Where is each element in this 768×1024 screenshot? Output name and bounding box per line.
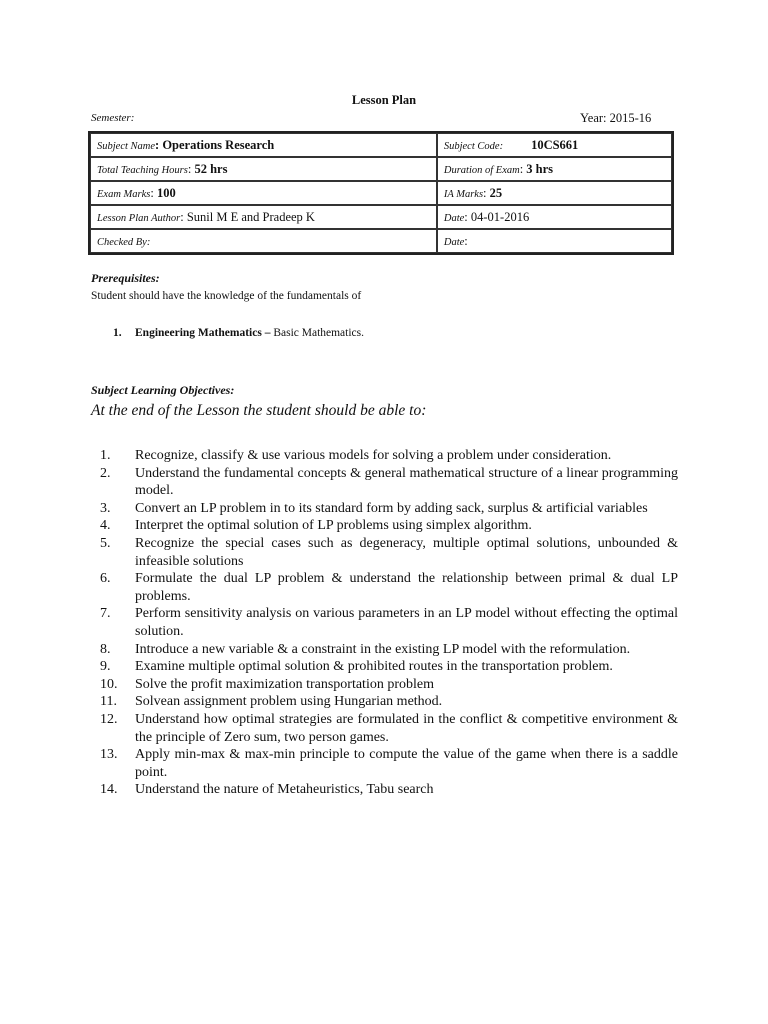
prerequisite-number: 1. (113, 327, 122, 339)
date-label: Date (443, 212, 465, 224)
table-row (90, 133, 672, 157)
objective-number: 7. (100, 606, 111, 622)
year-text: Year: 2015-16 (580, 111, 652, 125)
list-item (100, 500, 678, 518)
objective-text: Introduce a new variable & a constraint in the existing LP model with the reformulation. (135, 641, 631, 657)
prerequisites-heading: Prerequisites: (91, 271, 160, 285)
objective-text: Apply min-max & max-min principle to compute the value of the game when there is a saddle point. (135, 747, 678, 780)
list-item (100, 676, 678, 694)
objective-text: Convert an LP problem in to its standard form by adding sack, surplus & artificial variables (135, 500, 648, 516)
objective-number: 10. (100, 676, 118, 692)
list-item (100, 517, 678, 535)
teaching-hours-value: 52 hrs (194, 161, 228, 176)
objective-number: 8. (100, 641, 111, 657)
objective-number: 5. (100, 535, 111, 551)
subject-name-value: Operations Research (162, 137, 275, 152)
table-row (90, 229, 672, 253)
document-title: Lesson Plan (351, 93, 417, 107)
objective-text: Interpret the optimal solution of LP problems using simplex algorithm. (135, 518, 532, 534)
list-item (100, 746, 678, 781)
date-value: 04-01-2016 (470, 209, 530, 224)
exam-duration-label: Duration of Exam (443, 164, 520, 176)
objective-text: Examine multiple optimal solution & prohibited routes in the transportation problem. (135, 659, 613, 675)
subject-name-cell: Subject Name: Operations Research (90, 133, 437, 157)
list-item (100, 658, 678, 676)
objectives-list (100, 447, 678, 799)
checked-by-label: Checked By: (97, 236, 151, 248)
objective-text: Formulate the dual LP problem & understand the relationship between primal & dual LP problems. (135, 571, 678, 604)
course-info-table (88, 131, 674, 255)
date2-label: Date (443, 236, 465, 248)
table-row (90, 181, 672, 205)
objectives-intro: At the end of the Lesson the student should be able to: (91, 402, 427, 419)
objective-number: 6. (100, 571, 111, 587)
objective-number: 12. (100, 711, 118, 727)
list-item (100, 605, 678, 640)
list-item (100, 693, 678, 711)
list-item (100, 447, 678, 465)
ia-marks-cell: IA Marks: 25 (437, 181, 672, 205)
objective-text: Understand the nature of Metaheuristics, Tabu search (135, 782, 434, 798)
objective-text: Perform sensitivity analysis on various parameters in an LP model without effecting the optimal solution. (135, 606, 678, 639)
list-item (100, 781, 678, 799)
author-value: Sunil M E and Pradeep K (186, 209, 315, 224)
objective-text: Recognize the special cases such as degeneracy, multiple optimal solutions, unbounded & infeasible solutions (135, 535, 678, 569)
objective-text: Understand the fundamental concepts & general mathematical structure of a linear programming model. (135, 465, 678, 499)
exam-duration-value: 3 hrs (526, 161, 554, 176)
subject-code-label: Subject Code (443, 140, 500, 152)
objective-number: 3. (100, 500, 111, 516)
subject-code-value: 10CS661 (531, 137, 579, 152)
teaching-hours-cell: Total Teaching Hours: 52 hrs (90, 157, 437, 181)
objective-number: 13. (100, 747, 118, 763)
list-item (100, 711, 678, 746)
exam-marks-label: Exam Marks (97, 188, 151, 200)
author-cell: Lesson Plan Author: Sunil M E and Pradeep K (90, 205, 437, 229)
exam-marks-value: 100 (156, 185, 176, 200)
table-row (90, 205, 672, 229)
semester-label: Semester: (91, 112, 135, 124)
objective-number: 14. (100, 782, 118, 798)
exam-marks-cell: Exam Marks: 100 (90, 181, 437, 205)
objective-number: 9. (100, 659, 111, 675)
exam-duration-cell: Duration of Exam: 3 hrs (437, 157, 672, 181)
checked-by-cell (90, 229, 437, 253)
table-row (90, 157, 672, 181)
prerequisite-subject: Engineering Mathematics (135, 327, 262, 339)
objective-number: 2. (100, 465, 111, 481)
prerequisite-item (113, 327, 364, 339)
objective-text: Recognize, classify & use various models for solving a problem under consideration. (135, 448, 612, 463)
objective-number: 4. (100, 518, 111, 534)
objective-number: 11. (100, 694, 117, 710)
objectives-heading: Subject Learning Objectives: (91, 383, 235, 397)
subject-name-label: Subject Name (97, 140, 156, 152)
list-item (100, 641, 678, 659)
objective-number: 1. (100, 448, 111, 463)
objective-text: Understand how optimal strategies are formulated in the conflict & competitive environment & the principle of Zero sum, two person games. (135, 711, 678, 745)
list-item (100, 570, 678, 605)
author-label: Lesson Plan Author (97, 212, 181, 224)
date2-cell: Date: (437, 229, 672, 253)
list-item (100, 535, 678, 570)
prerequisites-text: Student should have the knowledge of the fundamentals of (91, 290, 362, 302)
prerequisite-detail: Basic Mathematics. (273, 327, 365, 339)
ia-marks-label: IA Marks (443, 188, 484, 200)
prerequisite-dash: – (261, 327, 274, 339)
date-cell: Date: 04-01-2016 (437, 205, 672, 229)
objective-text: Solvean assignment problem using Hungarian method. (135, 694, 443, 710)
ia-marks-value: 25 (489, 185, 503, 200)
teaching-hours-label: Total Teaching Hours (97, 164, 188, 176)
objective-text: Solve the profit maximization transportation problem (135, 676, 434, 692)
list-item (100, 465, 678, 500)
subject-code-cell: Subject Code: 10CS661 (437, 133, 672, 157)
